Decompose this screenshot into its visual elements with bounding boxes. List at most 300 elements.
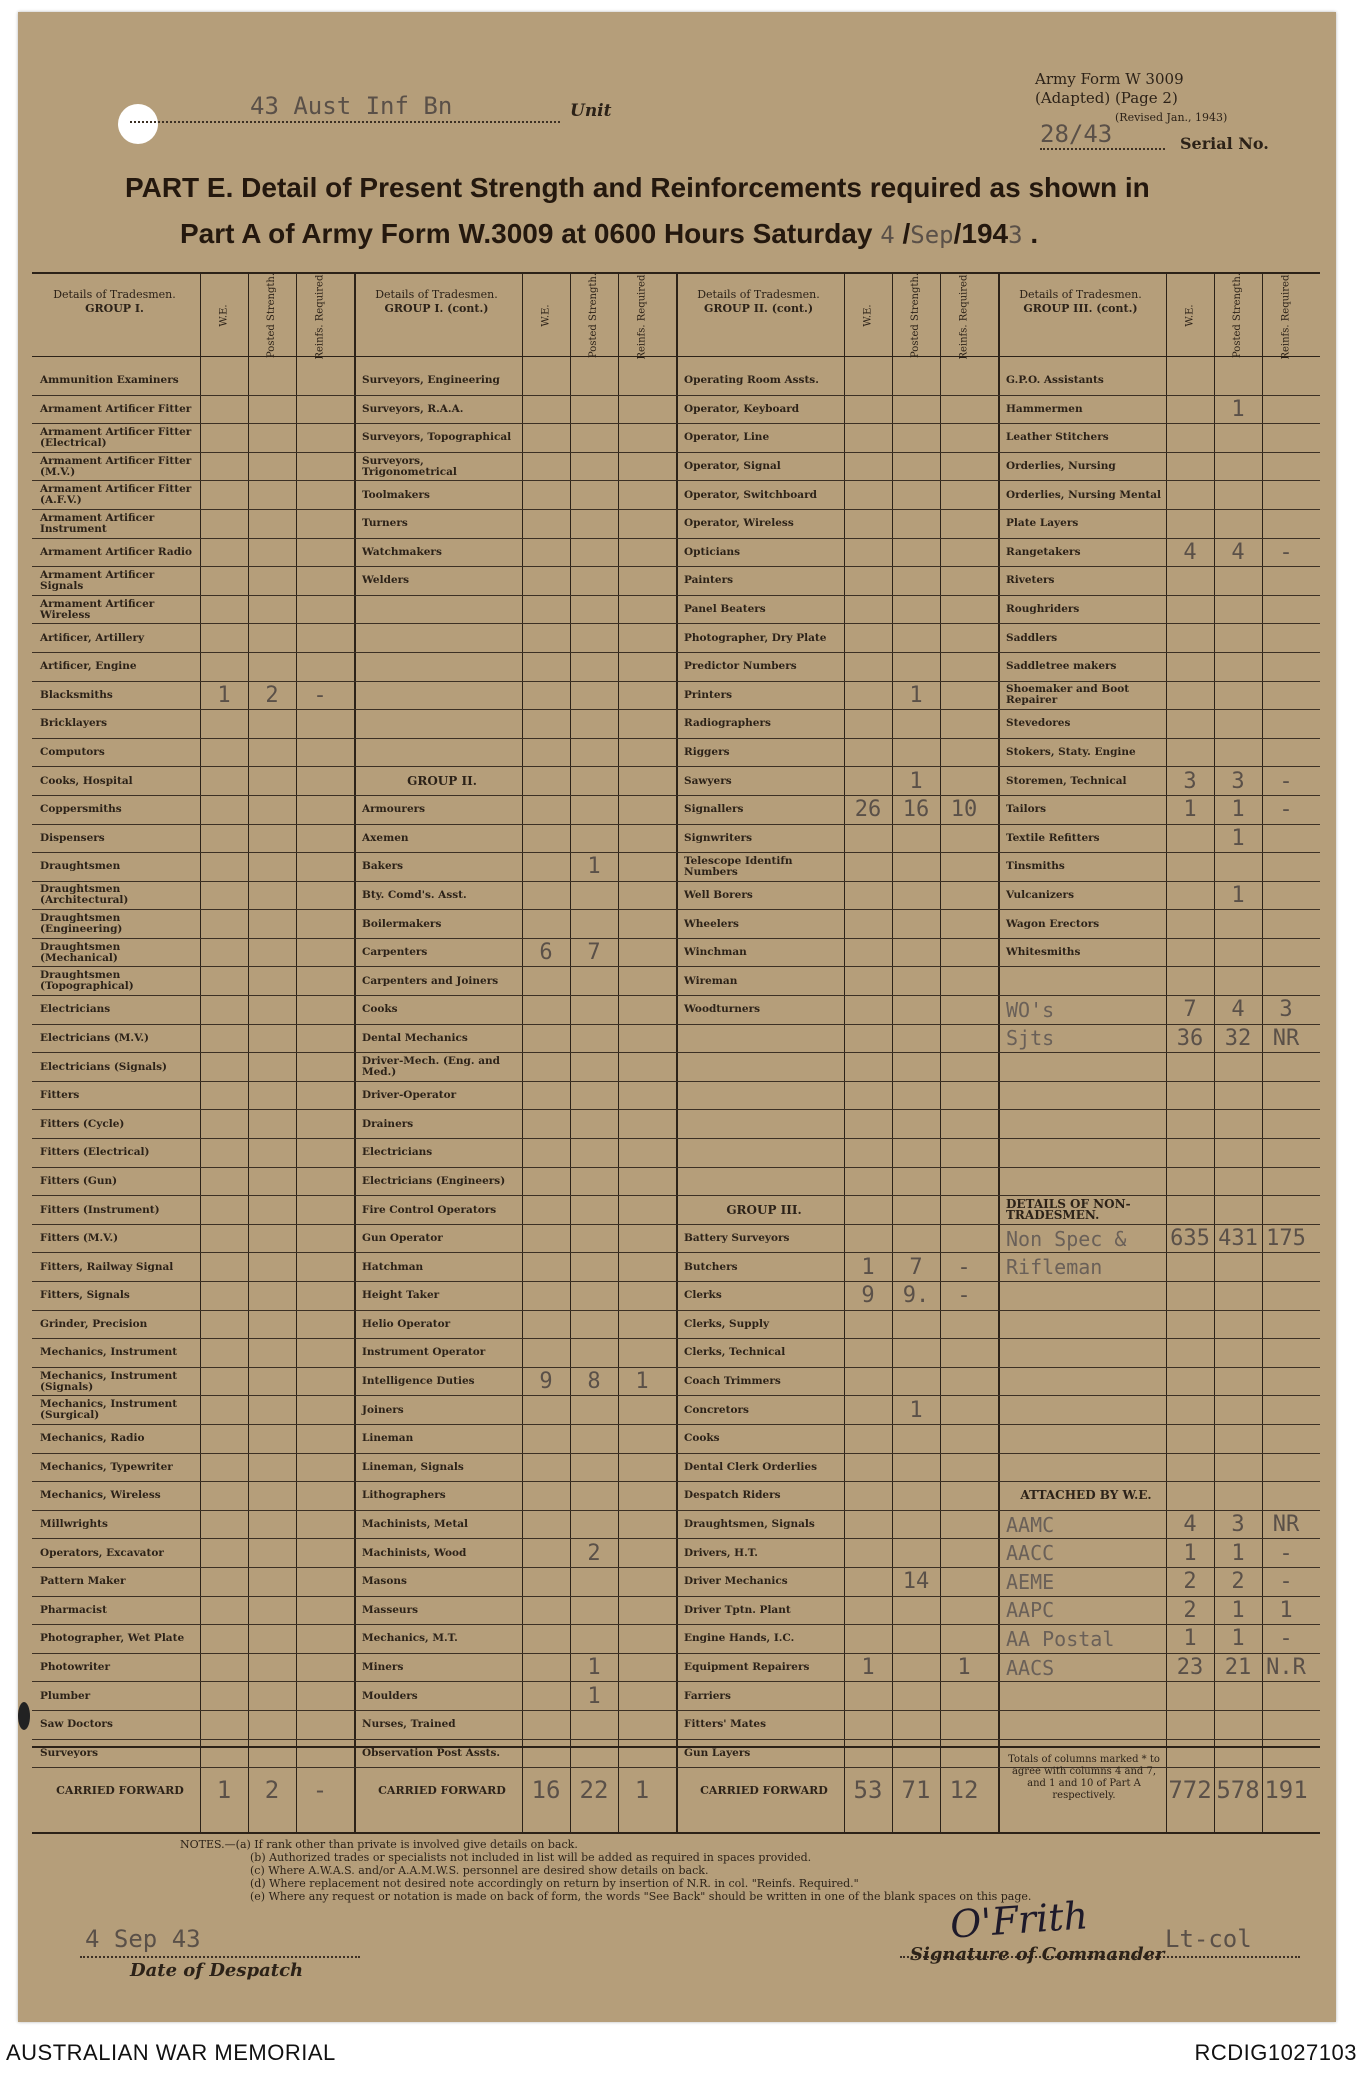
table-row <box>354 539 676 568</box>
table-row <box>354 1253 676 1282</box>
carried-forward-row <box>32 1746 354 1832</box>
table-row <box>354 424 676 453</box>
trade-label: Wireman <box>684 974 738 987</box>
table-row <box>354 1025 676 1054</box>
trade-label <box>1006 967 1166 995</box>
value-we: 36 <box>1176 1025 1204 1051</box>
table-row <box>676 1482 998 1511</box>
trade-label: Hammermen <box>1006 402 1083 415</box>
trade-label: Cooks <box>362 1003 398 1016</box>
table-row <box>676 653 998 682</box>
table-row <box>998 1253 1320 1282</box>
trade-label: Despatch Riders <box>684 1489 781 1502</box>
trade-label: Fitters, Railway Signal <box>40 1260 174 1273</box>
table-row <box>32 939 354 968</box>
trade-label: Pattern Maker <box>40 1575 126 1588</box>
table-row <box>676 1454 998 1483</box>
trade-label: Machinists, Wood <box>362 1546 467 1559</box>
value-we: 2 <box>1183 1569 1197 1595</box>
table-row <box>354 1168 676 1197</box>
value-posted: 1 <box>1231 1597 1245 1623</box>
table-row <box>998 1196 1320 1225</box>
table-row <box>32 1225 354 1254</box>
table-row <box>998 539 1320 568</box>
table-row <box>676 539 998 568</box>
column-header-details: Details of Tradesmen. GROUP II. (cont.) <box>697 288 820 315</box>
trade-label <box>1006 1368 1166 1396</box>
table-row <box>354 710 676 739</box>
table-row <box>354 1682 676 1711</box>
trade-label: Grinder, Precision <box>40 1317 148 1330</box>
carried-forward-label: CARRIED FORWARD <box>56 1783 184 1797</box>
table-row <box>32 596 354 625</box>
value-reinfs: - <box>957 1283 971 1309</box>
trade-label: Drainers <box>362 1117 414 1130</box>
trade-label: Draughtsmen <box>40 860 121 873</box>
table-row <box>676 1139 998 1168</box>
table-row <box>676 1682 998 1711</box>
table-row <box>354 1282 676 1311</box>
value-posted: 4 <box>1231 539 1245 565</box>
trade-label: Whitesmiths <box>1006 946 1081 959</box>
commander-rank: Lt-col <box>1165 1925 1252 1953</box>
carried-we: 16 <box>531 1776 561 1804</box>
table-row <box>354 1396 676 1425</box>
table-column-2 <box>354 270 676 1832</box>
table-row <box>998 1053 1320 1082</box>
trade-label: Instrument Operator <box>362 1346 486 1359</box>
table-row <box>998 825 1320 854</box>
trade-label: Saw Doctors <box>40 1718 113 1731</box>
trade-label: Driver-Mech. (Eng. and Med.) <box>362 1055 500 1079</box>
trade-label: AACS <box>1006 1655 1055 1680</box>
column-header <box>32 270 354 360</box>
trade-label: Wheelers <box>684 917 739 930</box>
column-header-reinfs: Reinfs. Required. <box>636 270 648 360</box>
table-row <box>32 1253 354 1282</box>
trade-label <box>684 1139 844 1167</box>
table-row <box>32 767 354 796</box>
trade-label: Boilermakers <box>362 917 442 930</box>
value-posted: 32 <box>1224 1025 1252 1051</box>
trade-label: Opticians <box>684 545 741 558</box>
table-row <box>354 1196 676 1225</box>
trade-label: Surveyors, Trigonometrical <box>362 454 457 478</box>
carried-forward-label: CARRIED FORWARD <box>378 1783 506 1797</box>
table-row <box>32 539 354 568</box>
trade-label: Wagon Erectors <box>1006 917 1100 930</box>
trade-label <box>1006 1425 1166 1453</box>
column-header-we: W.E. <box>862 303 874 327</box>
value-posted: 1 <box>1231 1540 1245 1566</box>
table-row <box>998 1311 1320 1340</box>
table-row <box>32 1282 354 1311</box>
table-row <box>354 1339 676 1368</box>
table-row <box>354 882 676 911</box>
trade-label: Fitters' Mates <box>684 1718 767 1731</box>
table-row <box>998 1025 1320 1054</box>
value-reinfs: 1 <box>957 1655 971 1681</box>
trade-label: Mechanics, Wireless <box>40 1489 161 1502</box>
table-row <box>354 1311 676 1340</box>
table-row <box>998 882 1320 911</box>
trade-label: Electricians (M.V.) <box>40 1031 150 1044</box>
table-row <box>676 767 998 796</box>
trade-label <box>362 710 522 738</box>
trade-label <box>1006 1053 1166 1081</box>
trade-label <box>1006 1711 1166 1739</box>
table-row <box>354 396 676 425</box>
table-row <box>676 1253 998 1282</box>
table-row <box>676 1082 998 1111</box>
trade-label <box>362 596 522 624</box>
serial-value: 28/43 <box>1040 120 1113 148</box>
trade-label: Armament Artificer Fitter (Electrical) <box>40 425 192 449</box>
carried-reinfs: 191 <box>1264 1776 1308 1804</box>
value-we: 26 <box>854 797 882 823</box>
trade-label: Fire Control Operators <box>362 1203 497 1216</box>
value-we: 2 <box>1183 1597 1197 1623</box>
title-end: . <box>1030 218 1039 249</box>
table-row <box>676 624 998 653</box>
column-header-details: Details of Tradesmen. GROUP I. (cont.) <box>375 288 498 315</box>
title-date-month: Sep <box>910 221 954 249</box>
carried-we: 772 <box>1168 1776 1212 1804</box>
trade-label: Dental Clerk Orderlies <box>684 1460 818 1473</box>
carried-reinfs: 1 <box>634 1776 650 1804</box>
trade-label: Operator, Wireless <box>684 517 794 530</box>
trade-label: Carpenters and Joiners <box>362 974 499 987</box>
trade-label: Helio Operator <box>362 1317 451 1330</box>
trade-label: AACC <box>1006 1541 1055 1566</box>
table-row <box>676 939 998 968</box>
trade-label: Radiographers <box>684 717 771 730</box>
column-header <box>998 270 1320 360</box>
trade-label: Shoemaker and Boot Repairer <box>1006 683 1130 707</box>
despatch-line <box>80 1956 360 1958</box>
table-row <box>354 453 676 482</box>
trade-label: Driver Tptn. Plant <box>684 1603 791 1616</box>
table-row <box>354 767 676 796</box>
trade-label: Nurses, Trained <box>362 1718 456 1731</box>
table-row <box>998 796 1320 825</box>
trade-label: Armourers <box>362 803 426 816</box>
trade-label: Cooks <box>684 1432 720 1445</box>
serial-line <box>1040 148 1165 150</box>
table-row <box>676 1654 998 1683</box>
value-posted: 1 <box>587 1655 601 1681</box>
table-row <box>998 767 1320 796</box>
table-row <box>354 567 676 596</box>
table-row <box>354 682 676 711</box>
trade-label: Non Spec & <box>1006 1226 1127 1251</box>
trade-label: Farriers <box>684 1689 731 1702</box>
trade-label: Masseurs <box>362 1603 419 1616</box>
carried-reinfs: 12 <box>949 1776 979 1804</box>
table-row <box>676 1396 998 1425</box>
despatch-label: Date of Despatch <box>130 1960 304 1981</box>
trade-label: Mechanics, Instrument <box>40 1346 178 1359</box>
table-row <box>32 1196 354 1225</box>
table-row <box>32 453 354 482</box>
trade-label: Vulcanizers <box>1006 888 1075 901</box>
trade-label <box>684 1053 844 1081</box>
table-row <box>676 1625 998 1654</box>
trade-label: Surveyors, Topographical <box>362 431 512 444</box>
table-row <box>32 910 354 939</box>
table-row <box>676 1539 998 1568</box>
table-row <box>998 1368 1320 1397</box>
table-row <box>354 996 676 1025</box>
trade-label: Rifleman <box>1006 1255 1103 1280</box>
table-column-3 <box>676 270 998 1832</box>
value-reinfs: 1 <box>635 1369 649 1395</box>
trade-label: Masons <box>362 1575 407 1588</box>
table-row <box>32 624 354 653</box>
value-reinfs: 1 <box>1279 1597 1293 1623</box>
table-row <box>676 910 998 939</box>
value-posted: 1 <box>1231 825 1245 851</box>
table-row <box>998 710 1320 739</box>
value-posted: 7 <box>909 1254 923 1280</box>
trade-label: Bricklayers <box>40 717 108 730</box>
trade-label: Axemen <box>362 831 409 844</box>
signature-label: Signature of Commander <box>910 1944 1165 1965</box>
table-row <box>32 1711 354 1740</box>
table-row <box>998 967 1320 996</box>
trade-label: AEME <box>1006 1569 1055 1594</box>
table-row <box>354 939 676 968</box>
value-we: 3 <box>1183 768 1197 794</box>
value-posted: 1 <box>587 1683 601 1709</box>
trade-label: Armament Artificer Wireless <box>40 597 155 621</box>
trade-label: Dispensers <box>40 831 105 844</box>
value-reinfs: 3 <box>1279 997 1293 1023</box>
trade-label: Signallers <box>684 803 744 816</box>
table-row <box>676 1196 998 1225</box>
value-we: 4 <box>1183 1512 1197 1538</box>
trade-label: Gun Layers <box>684 1746 751 1759</box>
table-row <box>32 1311 354 1340</box>
table-row <box>32 1539 354 1568</box>
table-row <box>676 1339 998 1368</box>
note-d: (d) Where replacement not desired note accordingly on return by insertion of N.R. in col. "Reinfs. Required." <box>250 1877 859 1890</box>
value-posted: 3 <box>1231 768 1245 794</box>
column-header-posted: Posted Strength. <box>588 272 600 358</box>
table-row <box>998 1711 1320 1740</box>
table-row <box>998 739 1320 768</box>
table-row <box>676 596 998 625</box>
table-row <box>354 1539 676 1568</box>
trade-label: Height Taker <box>362 1289 440 1302</box>
trade-label: Moulders <box>362 1689 418 1702</box>
table-row <box>354 1454 676 1483</box>
value-we: 1 <box>1183 1540 1197 1566</box>
value-we: 7 <box>1183 997 1197 1023</box>
value-we: 1 <box>861 1655 875 1681</box>
trade-label: Hatchman <box>362 1260 424 1273</box>
trade-label: Leather Stitchers <box>1006 431 1109 444</box>
trade-label <box>1006 1311 1166 1339</box>
value-posted: 431 <box>1218 1226 1258 1252</box>
trade-label: Draughtsmen (Engineering) <box>40 912 123 936</box>
title-date-year-digit: 3 <box>1008 221 1023 249</box>
unit-label: Unit <box>570 101 612 121</box>
trade-label: Engine Hands, I.C. <box>684 1632 795 1645</box>
table-row <box>998 1396 1320 1425</box>
table-row <box>998 853 1320 882</box>
trade-label: Panel Beaters <box>684 603 766 616</box>
table-row <box>676 453 998 482</box>
table-row <box>354 825 676 854</box>
trade-label: Mechanics, M.T. <box>362 1632 458 1645</box>
column-header-posted: Posted Strength. <box>1232 272 1244 358</box>
table-row <box>354 1597 676 1626</box>
section-heading: GROUP II. <box>407 773 477 788</box>
value-posted: 1 <box>1231 797 1245 823</box>
table-row <box>998 1110 1320 1139</box>
trade-label: Equipment Repairers <box>684 1661 810 1674</box>
column-header-reinfs: Reinfs. Required. <box>1280 270 1292 360</box>
table-row <box>998 1625 1320 1654</box>
trade-label: Armament Artificer Fitter (M.V.) <box>40 454 192 478</box>
trade-label: Toolmakers <box>362 488 430 501</box>
trade-label: Lithographers <box>362 1489 446 1502</box>
trade-label <box>684 1168 844 1196</box>
trade-label: Mechanics, Instrument (Surgical) <box>40 1398 178 1422</box>
trade-label: Cooks, Hospital <box>40 774 133 787</box>
table-row <box>998 1568 1320 1597</box>
trade-label: Fitters, Signals <box>40 1289 130 1302</box>
table-row <box>354 739 676 768</box>
table-row <box>998 653 1320 682</box>
table-row <box>32 1568 354 1597</box>
column-header-posted: Posted Strength. <box>266 272 278 358</box>
trade-label: Clerks <box>684 1289 722 1302</box>
trade-label: Battery Surveyors <box>684 1232 790 1245</box>
table-row <box>998 567 1320 596</box>
trade-label: Painters <box>684 574 734 587</box>
value-reinfs: - <box>1279 768 1293 794</box>
carried-forward-row <box>676 1746 998 1832</box>
table-row <box>998 1539 1320 1568</box>
table-row <box>676 510 998 539</box>
trade-label: Printers <box>684 688 733 701</box>
table-row <box>998 1482 1320 1511</box>
table-row <box>998 624 1320 653</box>
table-row <box>998 1282 1320 1311</box>
value-reinfs: - <box>957 1254 971 1280</box>
trade-label: Draughtsmen (Architectural) <box>40 883 129 907</box>
trade-label: Armament Artificer Fitter <box>40 402 192 415</box>
value-posted: 2 <box>1231 1569 1245 1595</box>
value-posted: 1 <box>1231 882 1245 908</box>
table-row <box>998 939 1320 968</box>
trade-label: Surveyors, R.A.A. <box>362 402 464 415</box>
column-header-details: Details of Tradesmen. GROUP I. <box>53 288 176 315</box>
title-line-1: PART E. Detail of Present Strength and Reinforcements required as shown in <box>125 172 1150 203</box>
trade-label: Drivers, H.T. <box>684 1546 758 1559</box>
table-row <box>998 1139 1320 1168</box>
carried-forward-row <box>354 1746 676 1832</box>
trade-label: Driver-Operator <box>362 1089 457 1102</box>
value-we: 635 <box>1170 1226 1210 1252</box>
table-row <box>354 1225 676 1254</box>
trade-label: Fitters (Cycle) <box>40 1117 125 1130</box>
table-row <box>32 1053 354 1082</box>
trade-label: AAPC <box>1006 1598 1055 1623</box>
carried-we: 53 <box>853 1776 883 1804</box>
column-header <box>354 270 676 360</box>
value-reinfs: NR <box>1272 1512 1300 1538</box>
trade-label: Electricians (Signals) <box>40 1060 168 1073</box>
trade-label: Surveyors, Engineering <box>362 374 500 387</box>
punch-hole-mark <box>18 1702 30 1730</box>
value-we: 1 <box>1183 797 1197 823</box>
table-row <box>676 1597 998 1626</box>
column-header-we: W.E. <box>540 303 552 327</box>
table-row <box>354 481 676 510</box>
trade-label <box>362 624 522 652</box>
table-row <box>32 1654 354 1683</box>
column-header-details: Details of Tradesmen. GROUP III. (cont.) <box>1019 288 1142 315</box>
table-row <box>676 1511 998 1540</box>
trade-label: Carpenters <box>362 946 428 959</box>
table-row <box>32 653 354 682</box>
value-posted: 9. <box>902 1283 930 1309</box>
trade-label: Winchman <box>684 946 747 959</box>
archive-credit: AUSTRALIAN WAR MEMORIAL <box>6 2040 336 2065</box>
value-reinfs: - <box>1279 1540 1293 1566</box>
table-row <box>998 1339 1320 1368</box>
page-title <box>125 165 1255 258</box>
trade-label <box>1006 1110 1166 1138</box>
table-row <box>354 510 676 539</box>
trade-label: Coach Trimmers <box>684 1375 781 1388</box>
table-row <box>676 424 998 453</box>
table-row <box>354 653 676 682</box>
table-row <box>676 367 998 396</box>
trade-label: Operators, Excavator <box>40 1546 164 1559</box>
table-row <box>676 1225 998 1254</box>
trade-label: Draughtsmen (Topographical) <box>40 969 134 993</box>
table-row <box>354 967 676 996</box>
trade-label <box>1006 1682 1166 1710</box>
trade-label: Electricians <box>40 1003 111 1016</box>
table-row <box>32 1482 354 1511</box>
table-row <box>998 481 1320 510</box>
table-row <box>998 1597 1320 1626</box>
table-row <box>354 1511 676 1540</box>
trade-label: Tinsmiths <box>1006 860 1065 873</box>
trade-label: Fitters (Electrical) <box>40 1146 150 1159</box>
table-row <box>676 1425 998 1454</box>
trade-label: Computors <box>40 746 105 759</box>
table-row <box>32 1511 354 1540</box>
table-row <box>32 1082 354 1111</box>
notes <box>180 1838 1031 1903</box>
table-row <box>354 1568 676 1597</box>
trade-label: Mechanics, Typewriter <box>40 1460 173 1473</box>
table-row <box>32 996 354 1025</box>
table-row <box>676 1311 998 1340</box>
trade-label <box>684 1082 844 1110</box>
trade-label: Butchers <box>684 1260 738 1273</box>
table-row <box>676 1282 998 1311</box>
table-row <box>354 796 676 825</box>
table-row <box>32 1339 354 1368</box>
table-row <box>32 1597 354 1626</box>
